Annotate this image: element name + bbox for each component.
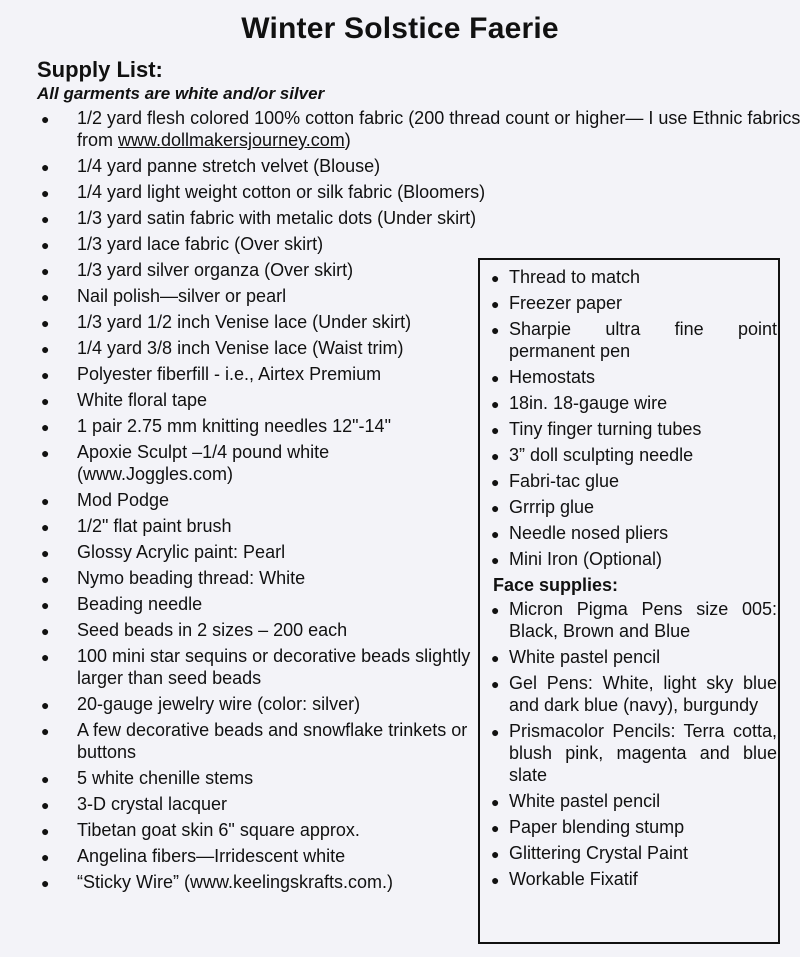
- list-item: ● 1/2" flat paint brush: [41, 516, 232, 536]
- list-item: ● Beading needle: [41, 594, 203, 614]
- list-item: ● “Sticky Wire” (www.keelingskrafts.com.): [41, 872, 394, 892]
- bullet-icon: ●: [491, 370, 500, 386]
- list-item: ● 1/2 yard flesh colored 100% cotton fabric (200 thread count or higher— I use Ethnic fabrics from www.dollmakersjourney.com): [41, 108, 800, 150]
- list-item: ● 1/4 yard 3/8 inch Venise lace (Waist trim): [41, 338, 404, 358]
- list-item: ● Prismacolor Pencils: Terra cotta, blush pink, magenta and blue slate: [491, 721, 777, 785]
- list-item: ● Angelina fibers—Irridescent white: [41, 846, 346, 866]
- list-item: ● 1/4 yard light weight cotton or silk fabric (Bloomers): [41, 182, 486, 202]
- face-supplies-heading: Face supplies:: [493, 575, 619, 595]
- list-item: ● Glittering Crystal Paint: [491, 843, 689, 863]
- bullet-icon: ●: [491, 552, 500, 568]
- list-item: ● 1/3 yard lace fabric (Over skirt): [41, 234, 324, 254]
- list-item: ● Mini Iron (Optional): [491, 549, 663, 569]
- list-item: ● Micron Pigma Pens size 005: Black, Brown and Blue: [491, 599, 777, 641]
- supply-list-heading: Supply List:: [37, 57, 163, 82]
- bullet-icon: ●: [491, 846, 500, 862]
- bullet-icon: ●: [41, 771, 50, 787]
- bullet-icon: ●: [491, 526, 500, 542]
- dollmakers-journey-link[interactable]: www.dollmakersjourney.com: [118, 130, 345, 150]
- list-item: ● Nymo beading thread: White: [41, 568, 306, 588]
- bullet-icon: ●: [41, 571, 50, 587]
- list-item: ● Freezer paper: [491, 293, 623, 313]
- bullet-icon: ●: [491, 322, 500, 338]
- bullet-icon: ●: [41, 875, 50, 891]
- list-item: ● 100 mini star sequins or decorative beads slightly larger than seed beads: [41, 646, 471, 688]
- list-item: ● Gel Pens: White, light sky blue and dark blue (navy), burgundy: [491, 673, 777, 715]
- list-item: ● Thread to match: [491, 267, 641, 287]
- list-item: ● 5 white chenille stems: [41, 768, 254, 788]
- bullet-icon: ●: [491, 794, 500, 810]
- additional-supplies-list: [491, 266, 777, 894]
- list-item: ● Fabri-tac glue: [491, 471, 620, 491]
- list-item: ● Tibetan goat skin 6" square approx.: [41, 820, 360, 840]
- bullet-icon: ●: [41, 315, 50, 331]
- list-item: ● 1/3 yard 1/2 inch Venise lace (Under skirt): [41, 312, 412, 332]
- page-title: Winter Solstice Faerie: [241, 12, 559, 45]
- bullet-icon: ●: [41, 211, 50, 227]
- bullet-icon: ●: [41, 623, 50, 639]
- list-item: ● Hemostats: [491, 367, 596, 387]
- list-item: ● Apoxie Sculpt –1/4 pound white (www.Joggles.com): [41, 442, 330, 484]
- bullet-icon: ●: [41, 545, 50, 561]
- list-item: ● Polyester fiberfill - i.e., Airtex Premium: [41, 364, 382, 384]
- list-item: ● Tiny finger turning tubes: [491, 419, 702, 439]
- bullet-icon: ●: [41, 797, 50, 813]
- bullet-icon: ●: [41, 263, 50, 279]
- bullet-icon: ●: [41, 823, 50, 839]
- list-item: ● Seed beads in 2 sizes – 200 each: [41, 620, 348, 640]
- list-item: ● 20-gauge jewelry wire (color: silver): [41, 694, 361, 714]
- list-item: ● Paper blending stump: [491, 817, 685, 837]
- bullet-icon: ●: [491, 396, 500, 412]
- list-item: ● 18in. 18-gauge wire: [491, 393, 668, 413]
- bullet-icon: ●: [41, 519, 50, 535]
- bullet-icon: ●: [41, 649, 50, 665]
- bullet-icon: ●: [491, 676, 500, 692]
- bullet-icon: ●: [41, 341, 50, 357]
- list-item: ● A few decorative beads and snowflake trinkets or buttons: [41, 720, 468, 762]
- bullet-icon: ●: [491, 724, 500, 740]
- bullet-icon: ●: [41, 723, 50, 739]
- bullet-icon: ●: [41, 849, 50, 865]
- bullet-icon: ●: [41, 445, 50, 461]
- list-item: ● White floral tape: [41, 390, 208, 410]
- list-item: ● 1/3 yard satin fabric with metalic dots (Under skirt): [41, 208, 477, 228]
- bullet-icon: ●: [41, 367, 50, 383]
- bullet-icon: ●: [41, 697, 50, 713]
- list-item: ● 1/3 yard silver organza (Over skirt): [41, 260, 354, 280]
- bullet-icon: ●: [491, 650, 500, 666]
- bullet-icon: ●: [491, 872, 500, 888]
- list-item: ● 1/4 yard panne stretch velvet (Blouse): [41, 156, 381, 176]
- bullet-icon: ●: [491, 448, 500, 464]
- bullet-icon: ●: [491, 820, 500, 836]
- bullet-icon: ●: [41, 393, 50, 409]
- list-item: ● Needle nosed pliers: [491, 523, 669, 543]
- list-item: ● Mod Podge: [41, 490, 170, 510]
- bullet-icon: ●: [41, 185, 50, 201]
- bullet-icon: ●: [41, 419, 50, 435]
- bullet-icon: ●: [491, 474, 500, 490]
- list-item: ● 1 pair 2.75 mm knitting needles 12"-14": [41, 416, 391, 436]
- list-item: ● White pastel pencil: [491, 791, 661, 811]
- list-item: ● Nail polish—silver or pearl: [41, 286, 287, 306]
- bullet-icon: ●: [41, 493, 50, 509]
- list-item: ● Workable Fixatif: [491, 869, 638, 889]
- list-item: ● Grrrip glue: [491, 497, 595, 517]
- garments-note: All garments are white and/or silver: [37, 84, 325, 103]
- list-item: ● Glossy Acrylic paint: Pearl: [41, 542, 286, 562]
- list-item: ● 3-D crystal lacquer: [41, 794, 228, 814]
- bullet-icon: ●: [41, 237, 50, 253]
- list-item: ● 3” doll sculpting needle: [491, 445, 694, 465]
- bullet-icon: ●: [491, 500, 500, 516]
- bullet-icon: ●: [41, 289, 50, 305]
- bullet-icon: ●: [491, 270, 500, 286]
- list-item: ● White pastel pencil: [491, 647, 661, 667]
- list-item: ● Sharpie ultra fine point permanent pen: [491, 319, 777, 361]
- bullet-icon: ●: [491, 296, 500, 312]
- bullet-icon: ●: [491, 422, 500, 438]
- bullet-icon: ●: [41, 111, 50, 127]
- bullet-icon: ●: [41, 159, 50, 175]
- bullet-icon: ●: [491, 602, 500, 618]
- bullet-icon: ●: [41, 597, 50, 613]
